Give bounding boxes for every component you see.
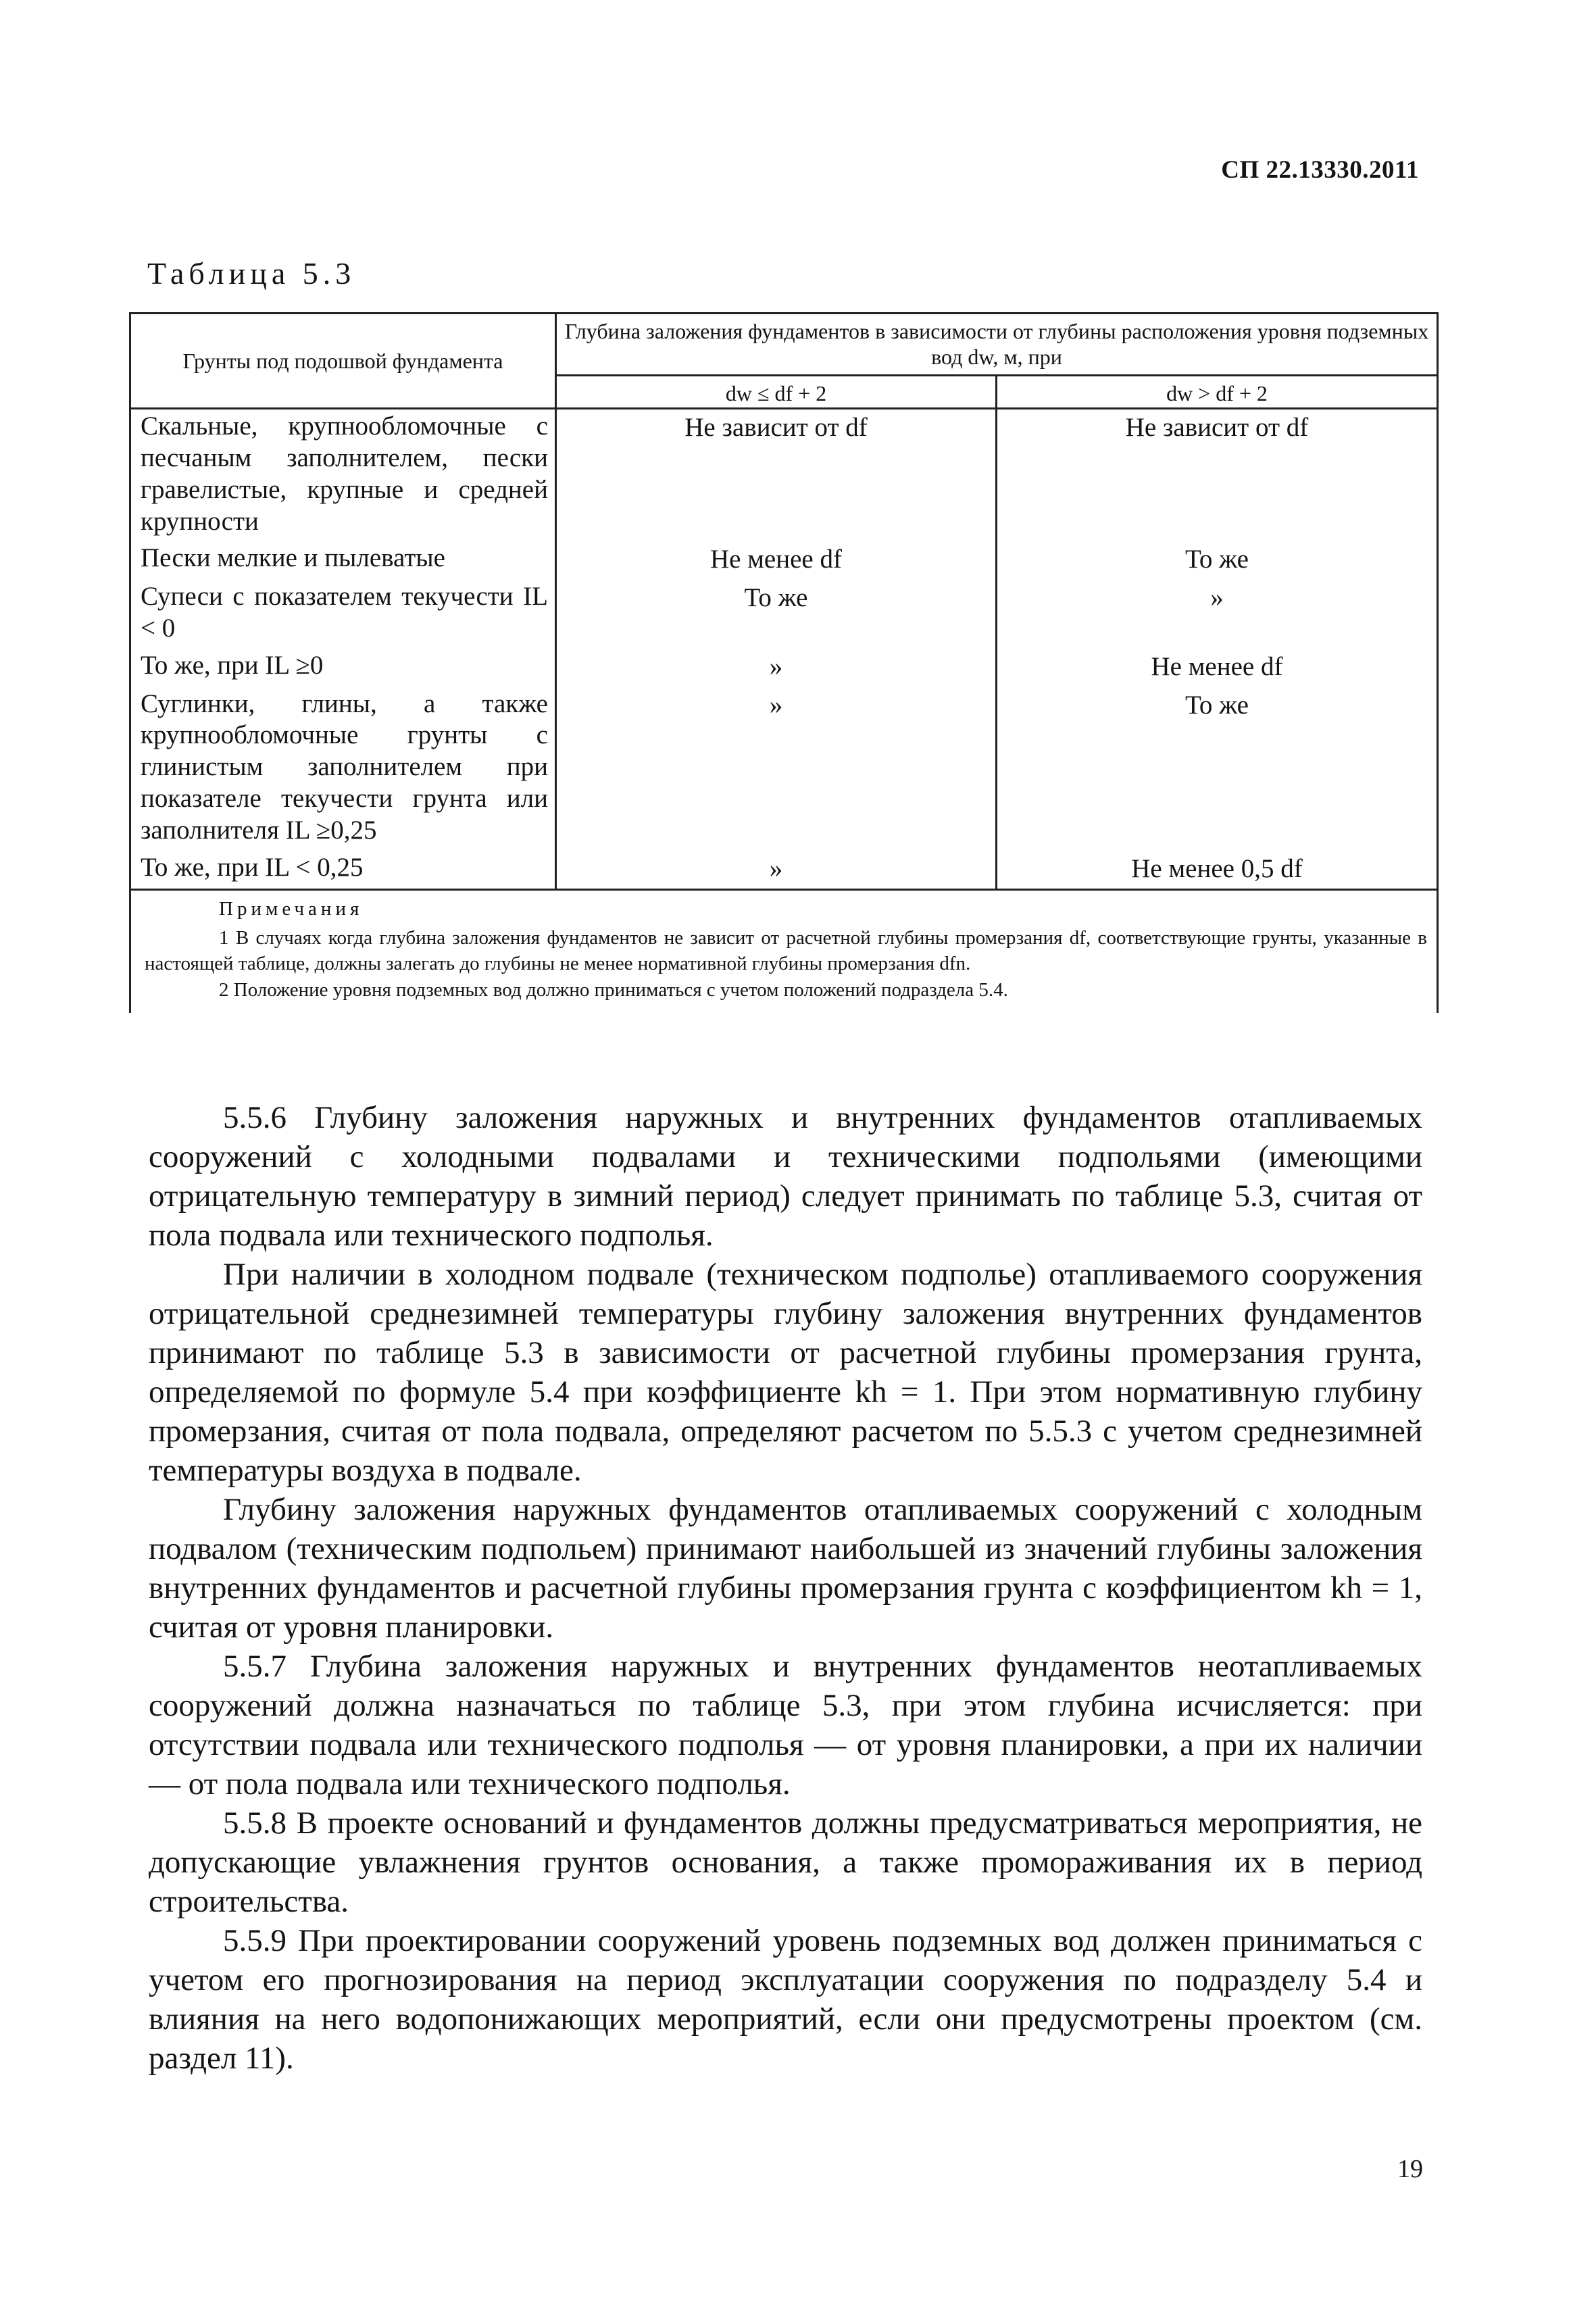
table-cell-value: Не менее df	[997, 649, 1438, 687]
table-cell-value: »	[997, 580, 1438, 649]
table-cell-value: »	[556, 851, 997, 890]
table-notes-row	[130, 890, 1438, 1013]
table-cell-soil: Суглинки, глины, а также крупнообломочные грунты с глинистым заполнителем при показателе текучести грунта или заполнителя IL ≥0,25	[130, 687, 556, 851]
table-cell-value: То же	[556, 580, 997, 649]
paragraph: 5.5.8 В проекте оснований и фундаментов должны предусматриваться мероприятия, не допускающие увлажнения грунтов основания, а также промораживания их в период строительства.	[149, 1806, 1422, 1919]
table-cell-soil: Скальные, крупнообломочные с песчаным заполнителем, пески гравелистые, крупные и средней крупности	[130, 409, 556, 542]
table-cell-value: То же	[997, 541, 1438, 580]
table-subheader-low-water: dw ≤ df + 2	[556, 375, 997, 408]
body-text	[149, 1098, 1422, 2078]
paragraph: При наличии в холодном подвале (техническом подполье) отапливаемого сооружения отрицательной среднезимней температуры глубину заложения внутренних фундаментов принимают по таблице 5.3 в зависимости от расчетной глубины промерзания грунта, определяемой по формуле 5.4 при коэффициенте kh = 1. При этом нормативную глубину промерзания, считая от пола подвала, определяют расчетом по 5.5.3 с учетом среднезимней температуры воздуха в подвале.	[149, 1257, 1422, 1488]
table-header-soils: Грунты под подошвой фундамента	[130, 314, 556, 409]
table-cell-soil: То же, при IL ≥0	[130, 649, 556, 687]
note-1: 1 В случаях когда глубина заложения фундаментов не зависит от расчетной глубины промерзания df, соответствующие грунты, указанные в настоящей таблице, должны залегать до глубины не менее нормативной глубины промерзания dfn.	[145, 926, 1427, 975]
table-subheader-high-water: dw > df + 2	[997, 375, 1438, 408]
table-notes	[130, 890, 1438, 1013]
table-cell-value: Не зависит от df	[997, 409, 1438, 542]
table-cell-soil: То же, при IL < 0,25	[130, 851, 556, 890]
foundation-depth-table	[129, 312, 1439, 1013]
table-row	[130, 649, 1438, 687]
table-cell-value: Не зависит от df	[556, 409, 997, 542]
table-cell-value: Не менее 0,5 df	[997, 851, 1438, 890]
paragraph: Глубину заложения наружных фундаментов отапливаемых сооружений с холодным подвалом (техническим подпольем) принимают наибольшей из значений глубины заложения внутренних фундаментов и расчетной глубины промерзания грунта с коэффициентом kh = 1, считая от уровня планировки.	[149, 1492, 1422, 1645]
table-row	[130, 687, 1438, 851]
table-cell-soil: Супеси с показателем текучести IL < 0	[130, 580, 556, 649]
page-number: 19	[1397, 2155, 1423, 2183]
table-header-depth: Глубина заложения фундаментов в зависимости от глубины расположения уровня подземных вод dw, м, при	[556, 314, 1438, 376]
notes-heading: Примечания	[219, 898, 364, 920]
paragraph: 5.5.6 Глубину заложения наружных и внутренних фундаментов отапливаемых сооружений с холодными подвалами и техническими подпольями (имеющими отрицательную температуру в зимний период) следует принимать по таблице 5.3, считая от пола подвала или технического подполья.	[149, 1100, 1422, 1253]
table-row	[130, 580, 1438, 649]
table-cell-value: То же	[997, 687, 1438, 851]
table-row	[130, 541, 1438, 580]
table-cell-soil: Пески мелкие и пылеватые	[130, 541, 556, 580]
table-title: Таблица 5.3	[147, 256, 356, 291]
table-cell-value: »	[556, 687, 997, 851]
table-cell-value: »	[556, 649, 997, 687]
note-2: 2 Положение уровня подземных вод должно приниматься с учетом положений подраздела 5.4.	[219, 979, 1008, 1001]
paragraph: 5.5.9 При проектировании сооружений уровень подземных вод должен приниматься с учетом его прогнозирования на период эксплуатации сооружения по подразделу 5.4 и влияния на него водопонижающих мероприятий, если они предусмотрены проектом (см. раздел 11).	[149, 1923, 1422, 2076]
paragraph: 5.5.7 Глубина заложения наружных и внутренних фундаментов неотапливаемых сооружений должна назначаться по таблице 5.3, при этом глубина исчисляется: при отсутствии подвала или технического подполья — от уровня планировки, а при их наличии — от пола подвала или технического подполья.	[149, 1649, 1422, 1801]
document-code: СП 22.13330.2011	[1221, 156, 1419, 184]
table-row	[130, 409, 1438, 542]
table-row	[130, 851, 1438, 890]
table-cell-value: Не менее df	[556, 541, 997, 580]
